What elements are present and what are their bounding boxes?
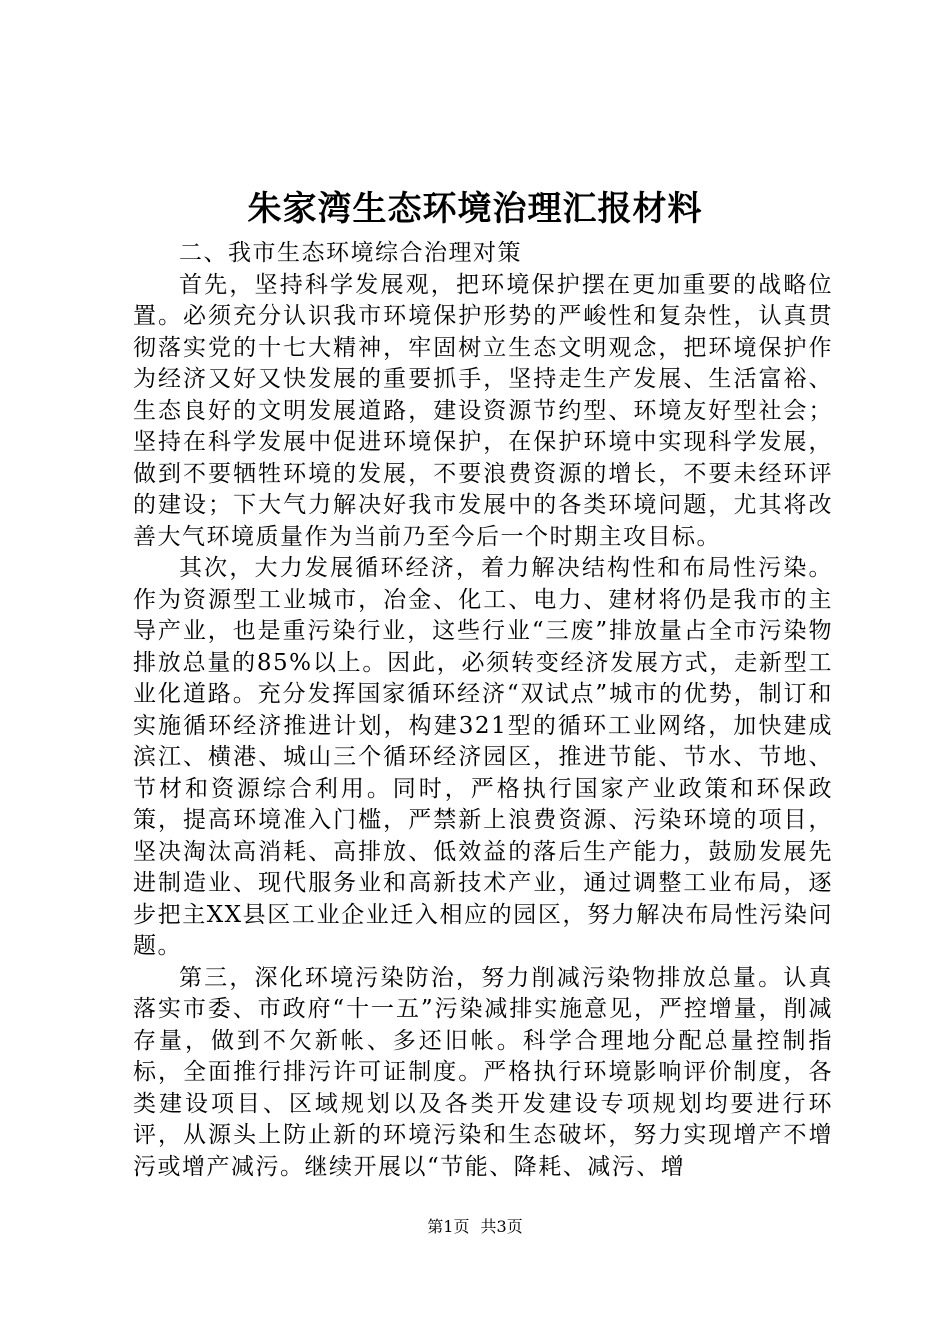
paragraph-second: 其次，大力发展循环经济，着力解决结构性和布局性污染。作为资源型工业城市，冶金、化工、电力、建材将仍是我市的主导产业，也是重污染行业，这些行业“三废”排放量占全市污染物排放总量的85%以上。因此，必须转变经济发展方式，走新型工业化道路。充分发挥国家循环经济“双试点”城市的优势，制订和实施循环经济推进计划，构建321型的循环工业网络，加快建成滨江、横港、城山三个循环经济园区，推进节能、节水、节地、节材和资源综合利用。同时，严格执行国家产业政策和环保政策，提高环境准入门槛，严禁新上浪费资源、污染环境的项目，坚决淘汰高消耗、高排放、低效益的落后生产能力，鼓励发展先进制造业、现代服务业和高新技术产业，通过调整工业布局，逐步把主XX县区工业企业迁入相应的园区，努力解决布局性污染问题。 <box>133 555 833 959</box>
document-title: 朱家湾生态环境治理汇报材料 <box>247 189 703 229</box>
paragraph-first: 首先，坚持科学发展观，把环境保护摆在更加重要的战略位置。必须充分认识我市环境保护形势的严峻性和复杂性，认真贯彻落实党的十七大精神，牢固树立生态文明观念，把环境保护作为经济又好又快发展的重要抓手，坚持走生产发展、生活富裕、生态良好的文明发展道路，建设资源节约型、环境友好型社会；坚持在科学发展中促进环境保护，在保护环境中实现科学发展，做到不要牺牲环境的发展，不要浪费资源的增长，不要未经环评的建设；下大气力解决好我市发展中的各类环境问题，尤其将改善大气环境质量作为当前乃至今后一个时期主攻目标。 <box>133 271 833 550</box>
page-number: 第1页 <box>427 1217 470 1236</box>
paragraph-third: 第三，深化环境污染防治，努力削减污染物排放总量。认真落实市委、市政府“十一五”污染减排实施意见，严控增量，削减存量，做到不欠新帐、多还旧帐。科学合理地分配总量控制指标，全面推行排污许可证制度。严格执行环境影响评价制度，各类建设项目、区域规划以及各类开发建设专项规划均要进行环评，从源头上防止新的环境污染和生态破坏，努力实现增产不增污或增产减污。继续开展以“节能、降耗、减污、增 <box>133 964 833 1180</box>
page-footer <box>0 1216 950 1238</box>
document-body <box>133 238 833 1183</box>
section-heading: 二、我市生态环境综合治理对策 <box>179 240 522 266</box>
page-total: 共3页 <box>480 1217 523 1236</box>
